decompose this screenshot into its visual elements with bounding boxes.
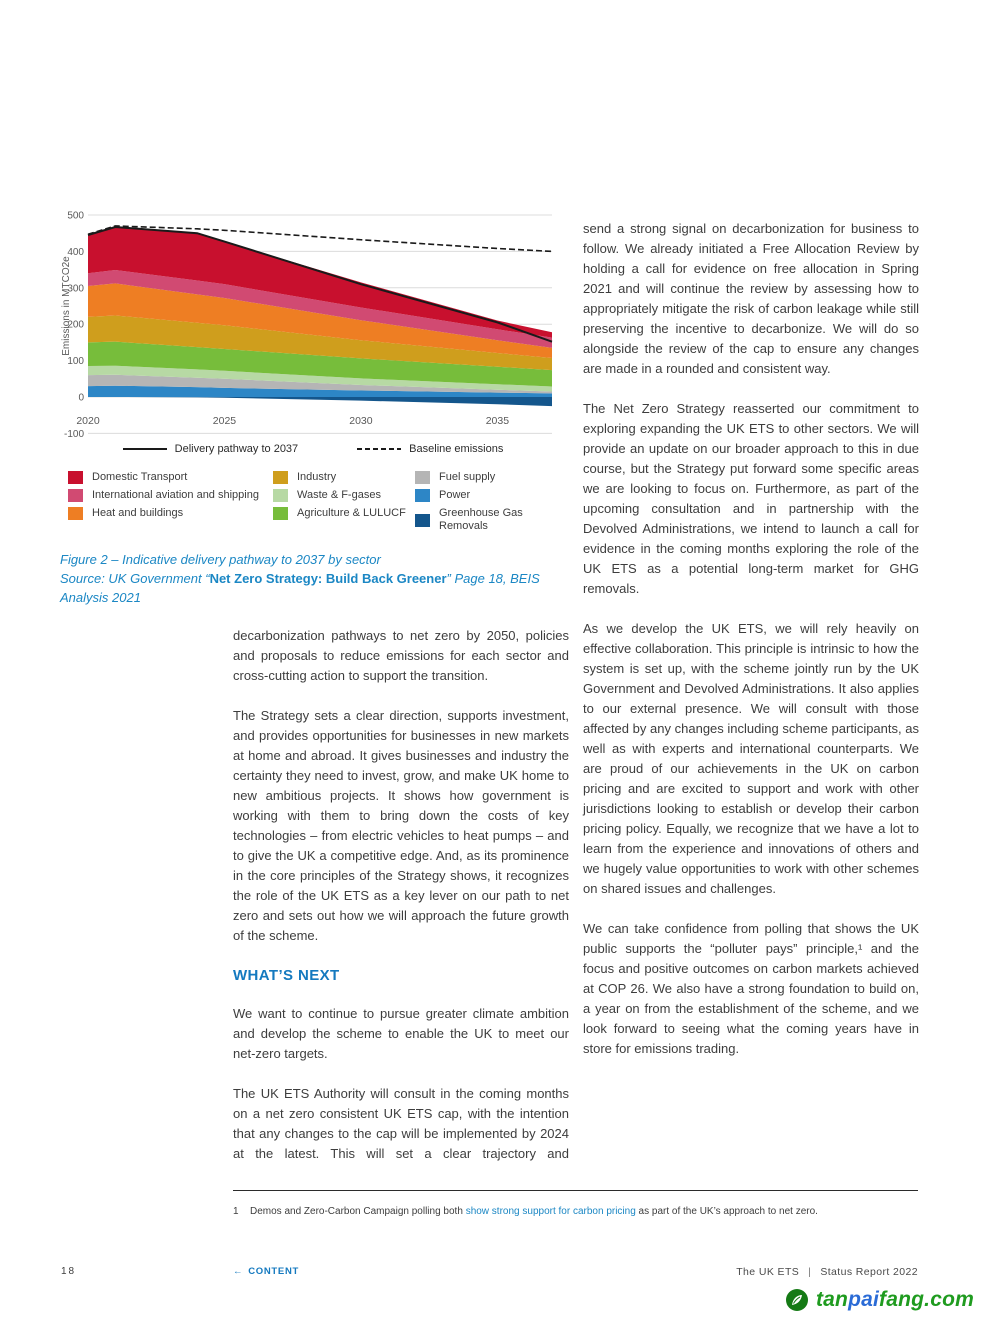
solid-line-icon	[122, 444, 168, 454]
line-legend-item	[122, 443, 299, 455]
paragraph: The UK ETS Authority will consult in the coming months on a net zero consistent UK ETS cap, with the intention that any changes to the cap will be implemented by 2024 at the latest. This will set a clear trajectory and	[233, 1086, 569, 1161]
paragraph: The Strategy sets a clear direction, supports investment, and provides opportunities for businesses in new markets at home and abroad. It gives businesses and industry the certainty they need to invest, grow, and make UK home to new ambitious projects. It shows how government is working with them to bring down the costs of key technologies – from electric vehicles to heat pumps – and to give the UK a competitive edge. And, as its prominence in the core principles of the Strategy shows, it recognizes the role of the UK ETS as a key lever on our path to net zero and sets out how we will approach the future growth of the scheme.	[233, 708, 569, 943]
content-link-label: CONTENT	[248, 1266, 300, 1277]
svg-text:300: 300	[67, 283, 84, 295]
figure-caption	[60, 550, 565, 607]
report-title-segment: The UK ETS	[736, 1266, 800, 1278]
watermark-text-segment: fang.com	[879, 1288, 974, 1311]
legend-swatch	[273, 489, 288, 502]
figure-caption-title: Figure 2 – Indicative delivery pathway to 2037 by sector	[60, 552, 381, 567]
svg-text:500: 500	[67, 210, 84, 222]
legend-label: Greenhouse Gas Removals	[439, 507, 523, 532]
paragraph: We can take confidence from polling that shows the UK public supports the “polluter pays” principle,¹ and the focus and positive outcomes on carbon markets achieved at COP 26. We also have a strong foundation to build on, a year on from the establishment of the scheme, and we look forward to seeing what the coming years have in store for emissions trading.	[583, 921, 919, 1056]
page-number: 18	[61, 1266, 77, 1277]
svg-text:2025: 2025	[212, 415, 237, 427]
legend-item	[273, 471, 415, 484]
figure-block	[60, 205, 565, 607]
paragraph: The Net Zero Strategy reasserted our commitment to exploring expanding the UK ETS to other sectors. We will provide an update on our broader approach to this in due course, but the Strategy put forward some specific areas we are looking to focus on. Furthermore, as part of the upcoming consultation and in partnership with the Devolved Administrations, we intend to launch a call for evidence in the coming months exploring the role of the UK ETS as a potential long-term market for GHG removals.	[583, 401, 919, 596]
line-legend-item	[356, 443, 503, 455]
legend-item	[415, 489, 565, 502]
legend-label: Domestic Transport	[92, 471, 188, 483]
svg-text:2020: 2020	[76, 415, 100, 427]
chart-color-legend	[60, 471, 565, 533]
footnote-text	[250, 1206, 818, 1217]
footnote-text-segment: Demos and Zero-Carbon Campaign polling both	[250, 1206, 466, 1217]
legend-item	[68, 489, 273, 502]
legend-item	[68, 507, 273, 520]
svg-text:-100: -100	[63, 428, 84, 440]
svg-text:200: 200	[67, 319, 84, 331]
legend-label: Fuel supply	[439, 471, 496, 483]
watermark-logo[interactable]	[785, 1288, 974, 1312]
chart-line-legend	[60, 443, 565, 455]
whats-next-heading: WHAT’S NEXT	[233, 967, 340, 984]
legend-label: Agriculture & LULUCF	[297, 507, 406, 519]
svg-text:400: 400	[67, 246, 84, 258]
legend-label: Power	[439, 489, 471, 501]
legend-column	[415, 471, 565, 533]
paragraph: As we develop the UK ETS, we will rely heavily on effective collaboration. This principle is intrinsic to how the system is set up, with the scheme jointly run by the UK Government and Devolved Administrations. It also applies to our external presence. We will consult with those affected by any changes including scheme participants, as well as with experts and international counterparts. We are proud of our achievements in the UK on carbon pricing and are excited to support and work with other jurisdictions looking to establish or develop their carbon pricing policy. Equally, we recognize that we have a lot to learn from the experience and innovations of others and we hugely value opportunities to work with other schemes on shared issues and challenges.	[583, 621, 919, 896]
paragraph: decarbonization pathways to net zero by 2050, policies and proposals to reduce emissions for each sector and cross-cutting action to support the transition.	[233, 628, 569, 683]
legend-swatch	[415, 489, 430, 502]
legend-column	[273, 471, 415, 533]
watermark-text-segment: pai	[848, 1288, 880, 1311]
svg-text:2035: 2035	[485, 415, 510, 427]
legend-label: Heat and buildings	[92, 507, 184, 519]
legend-label: International aviation and shipping	[92, 489, 259, 501]
caption-text-segment: Source: UK Government “	[60, 571, 210, 586]
legend-swatch	[415, 514, 430, 527]
left-column	[233, 626, 569, 1184]
caption-bold-title: Net Zero Strategy: Build Back Greener	[209, 571, 447, 586]
legend-swatch	[273, 507, 288, 520]
legend-item	[273, 507, 415, 520]
legend-swatch	[68, 507, 83, 520]
footnote-link[interactable]: show strong support for carbon pricing	[465, 1206, 636, 1217]
report-title-segment: Status Report 2022	[820, 1266, 918, 1278]
watermark-text	[816, 1288, 974, 1312]
separator: |	[808, 1266, 812, 1278]
watermark-text-segment: tan	[815, 1288, 849, 1311]
paragraph: We want to continue to pursue greater climate ambition and develop the scheme to enable the UK to meet our net-zero targets.	[233, 1006, 569, 1061]
svg-text:0: 0	[78, 392, 84, 404]
arrow-left-icon: ←	[233, 1266, 244, 1277]
page-footer	[0, 1266, 992, 1286]
report-title	[736, 1266, 918, 1278]
content-link[interactable]	[233, 1266, 299, 1277]
paragraph: send a strong signal on decarbonization for business to follow. We already initiated a Free Allocation Review by holding a call for evidence on free allocation in Spring 2021 and will continue the review by assessing how to appropriately mitigate the risk of carbon leakage while still preserving the incentive to decarbonize. We will do so alongside the review of the cap to ensure any changes are made in a rounded and consistent way.	[583, 221, 919, 376]
legend-swatch	[68, 489, 83, 502]
legend-item	[273, 489, 415, 502]
legend-item	[415, 507, 565, 533]
legend-item	[415, 471, 565, 484]
line-legend-label: Baseline emissions	[409, 443, 504, 455]
emissions-stacked-area-chart	[60, 205, 560, 445]
right-column	[583, 219, 919, 1079]
legend-item	[68, 471, 273, 484]
legend-swatch	[273, 471, 288, 484]
svg-text:100: 100	[67, 356, 84, 368]
legend-label: Industry	[297, 471, 337, 483]
footnote-number: 1	[233, 1206, 239, 1217]
line-legend-label: Delivery pathway to 2037	[174, 443, 299, 455]
legend-swatch	[68, 471, 83, 484]
figure-caption-source	[60, 569, 565, 607]
dashed-line-icon	[356, 444, 402, 454]
legend-column	[68, 471, 273, 533]
footnote	[233, 1190, 918, 1217]
leaf-circle-icon	[785, 1288, 809, 1312]
legend-label: Waste & F-gases	[297, 489, 381, 501]
legend-swatch	[415, 471, 430, 484]
caption-text-segment: ” Page 18, BEIS Analysis 2021	[60, 571, 540, 605]
footnote-text-segment: as part of the UK’s approach to net zero.	[635, 1206, 818, 1217]
svg-text:Emissions in MTCO2e: Emissions in MTCO2e	[61, 256, 72, 356]
svg-text:2030: 2030	[349, 415, 373, 427]
